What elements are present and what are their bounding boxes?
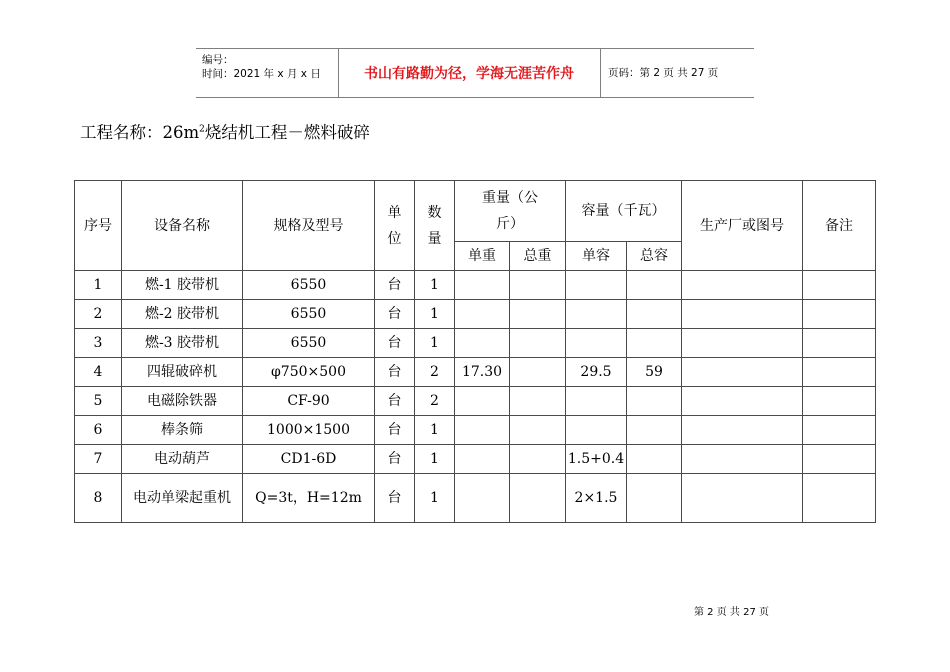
table-row <box>75 387 876 416</box>
cell-spec: CF-90 <box>243 387 375 416</box>
cell-qty: 1 <box>415 271 455 300</box>
cell-note <box>803 271 876 300</box>
cell-uw <box>455 474 510 523</box>
cell-tc <box>627 300 682 329</box>
project-title <box>80 119 370 143</box>
cell-qty: 2 <box>415 358 455 387</box>
cell-name: 四辊破碎机 <box>122 358 243 387</box>
cell-tc <box>627 271 682 300</box>
cell-tc: 59 <box>627 358 682 387</box>
header-unit-capacity: 单容 <box>566 242 627 271</box>
cell-unit: 台 <box>375 474 415 523</box>
table-row <box>75 445 876 474</box>
header-row-1 <box>75 181 876 242</box>
header-note: 备注 <box>803 181 876 271</box>
cell-tc <box>627 416 682 445</box>
cell-qty: 1 <box>415 474 455 523</box>
cell-maker <box>682 300 803 329</box>
cell-tc <box>627 445 682 474</box>
cell-seq: 5 <box>75 387 122 416</box>
cell-uw <box>455 271 510 300</box>
cell-uc <box>566 387 627 416</box>
header-unit <box>375 181 415 271</box>
code-label: 编号： <box>202 54 234 66</box>
page-footer: 第 2 页 共 27 页 <box>694 607 769 618</box>
cell-qty: 1 <box>415 416 455 445</box>
cell-uw <box>455 445 510 474</box>
header-seq: 序号 <box>75 181 122 271</box>
cell-tc <box>627 387 682 416</box>
cell-tw <box>510 358 566 387</box>
equipment-table <box>74 180 876 523</box>
motto-text: 书山有路勤为径，学海无涯苦作舟 <box>338 49 601 97</box>
header-total-capacity: 总容 <box>627 242 682 271</box>
cell-tc <box>627 329 682 358</box>
table-row <box>75 358 876 387</box>
header-weight <box>455 181 566 242</box>
cell-seq: 2 <box>75 300 122 329</box>
cell-name: 电动单梁起重机 <box>122 474 243 523</box>
cell-note <box>803 358 876 387</box>
cell-unit: 台 <box>375 300 415 329</box>
cell-name: 棒条筛 <box>122 416 243 445</box>
cell-tw <box>510 474 566 523</box>
cell-maker <box>682 358 803 387</box>
header-info-cell <box>196 49 339 97</box>
cell-unit: 台 <box>375 358 415 387</box>
cell-tw <box>510 329 566 358</box>
project-title-sup: 2 <box>199 124 205 135</box>
cell-uw <box>455 416 510 445</box>
cell-qty: 1 <box>415 445 455 474</box>
header-unit-weight: 单重 <box>455 242 510 271</box>
header-unit-text: 单位 <box>387 204 402 247</box>
cell-spec: 6550 <box>243 271 375 300</box>
page-label: 页码：第 2 页 共 27 页 <box>608 67 719 79</box>
table-row <box>75 329 876 358</box>
cell-note <box>803 300 876 329</box>
cell-tw <box>510 271 566 300</box>
cell-note <box>803 387 876 416</box>
cell-uc <box>566 300 627 329</box>
cell-maker <box>682 445 803 474</box>
cell-spec: 6550 <box>243 300 375 329</box>
cell-name: 燃-3 胶带机 <box>122 329 243 358</box>
cell-spec: CD1-6D <box>243 445 375 474</box>
cell-spec: 6550 <box>243 329 375 358</box>
table-row <box>75 300 876 329</box>
cell-note <box>803 474 876 523</box>
cell-seq: 8 <box>75 474 122 523</box>
cell-uc <box>566 271 627 300</box>
cell-unit: 台 <box>375 416 415 445</box>
project-title-prefix: 工程名称：26m <box>80 123 200 142</box>
cell-spec: Q=3t，H=12m <box>243 474 375 523</box>
header-weight-line2: 斤） <box>496 216 524 232</box>
cell-uw: 17.30 <box>455 358 510 387</box>
cell-seq: 3 <box>75 329 122 358</box>
time-label: 时间：2021 年 x 月 x 日 <box>202 68 321 80</box>
cell-name: 燃-2 胶带机 <box>122 300 243 329</box>
cell-name: 电动葫芦 <box>122 445 243 474</box>
document-header <box>196 48 754 98</box>
header-name: 设备名称 <box>122 181 243 271</box>
cell-note <box>803 445 876 474</box>
header-qty-text: 数量 <box>427 204 442 247</box>
cell-note <box>803 329 876 358</box>
cell-qty: 2 <box>415 387 455 416</box>
cell-unit: 台 <box>375 387 415 416</box>
cell-spec: φ750×500 <box>243 358 375 387</box>
cell-tw <box>510 387 566 416</box>
cell-seq: 7 <box>75 445 122 474</box>
header-maker: 生产厂或图号 <box>682 181 803 271</box>
cell-maker <box>682 387 803 416</box>
cell-maker <box>682 474 803 523</box>
cell-uc <box>566 329 627 358</box>
cell-maker <box>682 416 803 445</box>
cell-spec: 1000×1500 <box>243 416 375 445</box>
cell-unit: 台 <box>375 445 415 474</box>
cell-seq: 1 <box>75 271 122 300</box>
header-capacity: 容量（千瓦） <box>566 181 682 242</box>
cell-unit: 台 <box>375 329 415 358</box>
cell-note <box>803 416 876 445</box>
cell-uw <box>455 329 510 358</box>
cell-qty: 1 <box>415 300 455 329</box>
cell-tc <box>627 474 682 523</box>
table-row <box>75 271 876 300</box>
cell-maker <box>682 329 803 358</box>
cell-uc: 2×1.5 <box>566 474 627 523</box>
cell-maker <box>682 271 803 300</box>
header-spec: 规格及型号 <box>243 181 375 271</box>
cell-unit: 台 <box>375 271 415 300</box>
cell-tw <box>510 416 566 445</box>
cell-seq: 6 <box>75 416 122 445</box>
cell-tw <box>510 300 566 329</box>
cell-uc: 29.5 <box>566 358 627 387</box>
cell-qty: 1 <box>415 329 455 358</box>
cell-uw <box>455 387 510 416</box>
cell-name: 燃-1 胶带机 <box>122 271 243 300</box>
header-total-weight: 总重 <box>510 242 566 271</box>
cell-seq: 4 <box>75 358 122 387</box>
header-weight-line1: 重量（公 <box>482 190 538 206</box>
table-body <box>75 271 876 523</box>
table-row <box>75 474 876 523</box>
project-title-suffix: 烧结机工程－燃料破碎 <box>204 123 370 142</box>
cell-name: 电磁除铁器 <box>122 387 243 416</box>
cell-uc <box>566 416 627 445</box>
cell-uc: 1.5+0.4 <box>566 445 627 474</box>
header-qty <box>415 181 455 271</box>
table-row <box>75 416 876 445</box>
cell-uw <box>455 300 510 329</box>
cell-tw <box>510 445 566 474</box>
